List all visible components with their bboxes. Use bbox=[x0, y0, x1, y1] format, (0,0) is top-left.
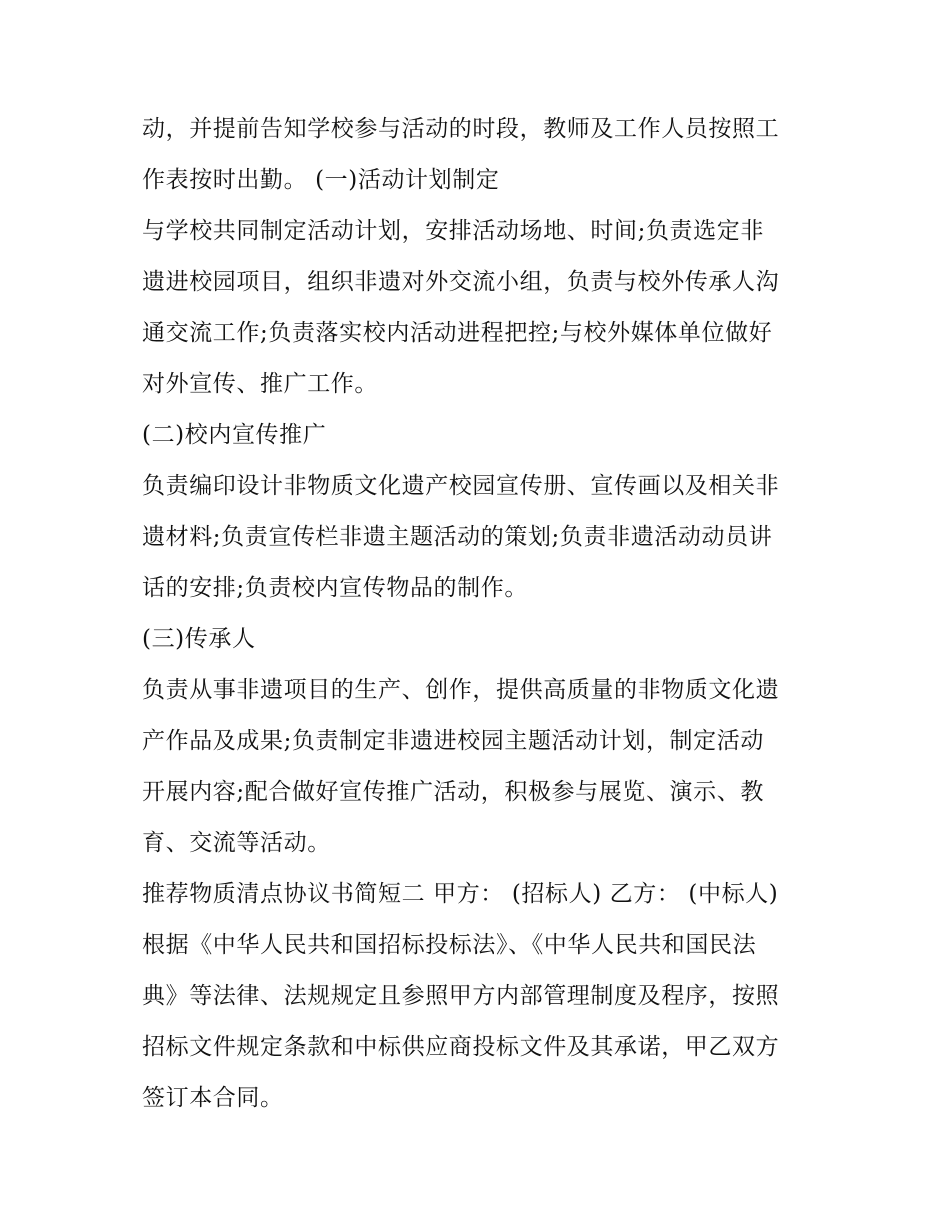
text-line: 作表按时出勤。 (一)活动计划制定 bbox=[142, 167, 500, 193]
text-line: 签订本合同。 bbox=[142, 1085, 284, 1111]
text-line: 动，并提前告知学校参与活动的时段，教师及工作人员按照工 bbox=[142, 116, 780, 142]
text-line: 遗进校园项目，组织非遗对外交流小组，负责与校外传承人沟 bbox=[142, 269, 780, 295]
text-line: 遗材料;负责宣传栏非遗主题活动的策划;负责非遗活动动员讲 bbox=[142, 524, 773, 550]
text-line: 对外宣传、推广工作。 bbox=[142, 371, 378, 397]
text-line: 典》等法律、法规规定且参照甲方内部管理制度及程序，按照 bbox=[142, 983, 780, 1009]
text-line: 负责从事非遗项目的生产、创作，提供高质量的非物质文化遗 bbox=[142, 677, 780, 703]
text-line: 育、交流等活动。 bbox=[142, 830, 331, 856]
section-heading: (三)传承人 bbox=[142, 626, 256, 652]
section-heading: (二)校内宣传推广 bbox=[142, 422, 327, 448]
text-line: 与学校共同制定活动计划，安排活动场地、时间;负责选定非 bbox=[142, 218, 764, 244]
text-line: 负责编印设计非物质文化遗产校园宣传册、宣传画以及相关非 bbox=[142, 473, 780, 499]
text-line: 话的安排;负责校内宣传物品的制作。 bbox=[142, 575, 528, 601]
text-line: 通交流工作;负责落实校内活动进程把控;与校外媒体单位做好 bbox=[142, 320, 773, 346]
text-line: 开展内容;配合做好宣传推广活动，积极参与展览、演示、教 bbox=[142, 779, 764, 805]
text-line: 推荐物质清点协议书简短二 甲方： (招标人) 乙方： (中标人) bbox=[142, 881, 779, 907]
text-line: 产作品及成果;负责制定非遗进校园主题活动计划，制定活动 bbox=[142, 728, 764, 754]
document-page bbox=[142, 104, 822, 1124]
text-line: 招标文件规定条款和中标供应商投标文件及其承诺，甲乙双方 bbox=[142, 1034, 780, 1060]
text-line: 根据《中华人民共和国招标投标法》、《中华人民共和国民法 bbox=[142, 932, 757, 958]
